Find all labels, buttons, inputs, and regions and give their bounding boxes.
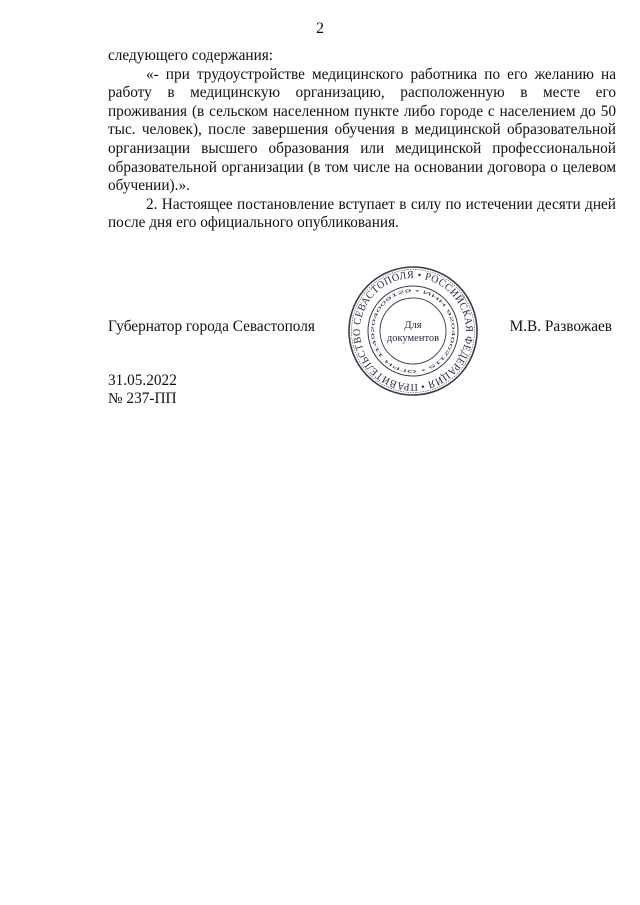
stamp-center-line2: документов (386, 333, 440, 344)
document-number: № 237-ПП (108, 390, 177, 407)
paragraph-quote: «- при трудоустройстве медицинского работника по его желанию на работу в медицинскую организацию, расположенную в месте его проживания (в сельском населенном пункте либо городе с населением до 50 тыс. человек), после завершения обучения в медицинской образовательной организации высшего образования или медицинской профессиональной образовательной организации (в том числе на основании договора о целевом обучении).». (108, 65, 616, 195)
document-body (108, 47, 616, 233)
signatory-name: М.В. Развожаев (509, 318, 612, 335)
stamp-inner-text: ОГРН 1149204009129 • ИНН 9204002115 • (369, 287, 457, 375)
paragraph-effective-date: 2. Настоящее постановление вступает в силу по истечении десяти дней после дня его официального опубликования. (108, 195, 616, 232)
signatory-position: Губернатор города Севастополя (108, 318, 315, 335)
paragraph-intro: следующего содержания: (108, 47, 274, 64)
page-number: 2 (316, 20, 324, 37)
stamp-center-line1: Для (404, 320, 422, 331)
official-seal-stamp (346, 264, 480, 398)
document-date: 31.05.2022 (108, 372, 177, 389)
stamp-outer-text: ПРАВИТЕЛЬСТВО СЕВАСТОПОЛЯ • РОССИЙСКАЯ ФЕДЕРАЦИЯ • (351, 269, 475, 393)
